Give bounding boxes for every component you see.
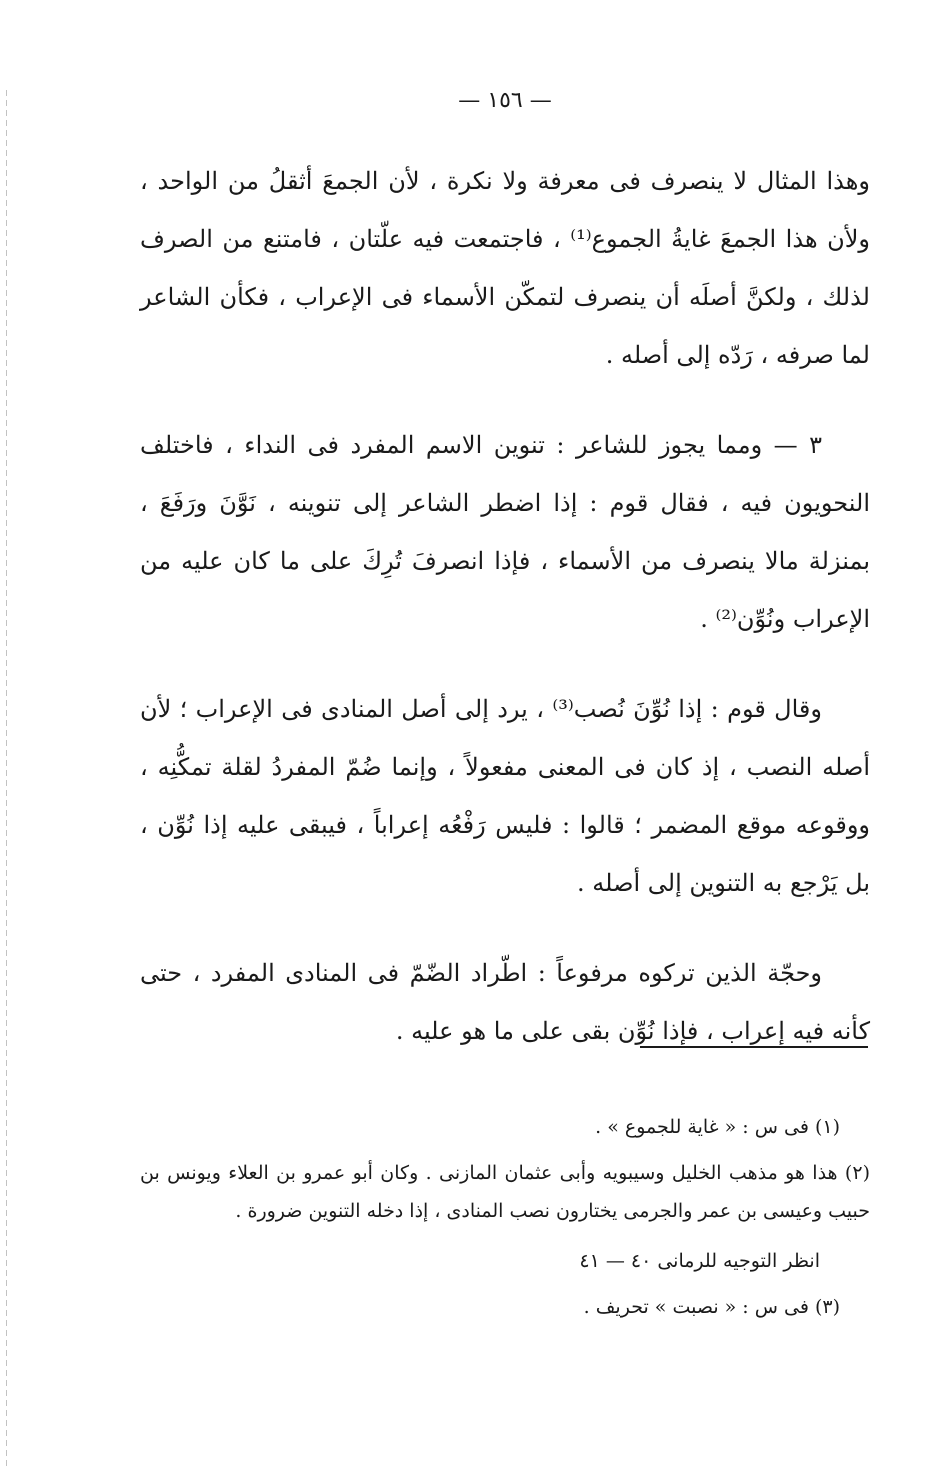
paragraph-2: ٣ — ومما يجوز للشاعر : تنوين الاسم المفرد فى النداء ، فاختلف النحويون فيه ، فقال قوم : إذا اضطر الشاعر إلى تنوينه ، نَوَّنَ ورَفَعَ ، بمنزلة مالا ينصرف من الأسماء ، فإذا انصرفَ تُرِكَ على ما كان عليه من الإعراب ونُوِّن⁽²⁾ . [140,431,870,633]
footnote-separator [640,1046,868,1048]
paragraph-1: وهذا المثال لا ينصرف فى معرفة ولا نكرة ، لأن الجمعَ أثقلُ من الواحد ، ولأن هذا الجمعَ غايةُ الجموع⁽¹⁾ ، فاجتمعت فيه علّتان ، فامتنع من الصرف لذلك ، ولكنَّ أصلَه أن ينصرف لتمكّن الأسماء فى الإعراب ، فكأن الشاعر لما صرفه ، رَدّه إلى أصله . [140,167,870,369]
scan-edge-mark [6,90,7,1470]
footnote-3: (٣) فى س : « نصبت » تحريف . [583,1296,840,1318]
main-text [140,152,870,1092]
footnote-2: (٢) هذا هو مذهب الخليل وسيبويه وأبى عثمان المازنى . وكان أبو عمرو بن العلاء ويونس بن حبيب وعيسى بن عمر والجرمى يختارون نصب المنادى ، إذا دخله التنوين ضرورة . [140,1162,870,1222]
document-page [140,0,870,1473]
footnote-reference: انظر التوجيه للرمانى ٤٠ — ٤١ [579,1250,820,1272]
paragraph-4: وحجّة الذين تركوه مرفوعاً : اطّراد الضّمّ فى المنادى المفرد ، حتى كأنه فيه إعراب ، فإذا نُوِّن بقى على ما هو عليه . [140,959,870,1045]
footnotes [140,1108,870,1334]
footnote-1: (١) فى س : « غاية للجموع » . [595,1116,840,1138]
page-number: — ١٥٦ — [458,88,552,113]
paragraph-3: وقال قوم : إذا نُوِّنَ نُصب⁽³⁾ ، يرد إلى أصل المنادى فى الإعراب ؛ لأن أصله النصب ، إذ كان فى المعنى مفعولاً ، وإنما ضُمّ المفردُ لقلة تمكُّنِه ، ووقوعه موقع المضمر ؛ قالوا : فليس رَفْعُه إعراباً ، فيبقى عليه إذا نُوِّن ، بل يَرْجع به التنوين إلى أصله . [140,695,870,897]
